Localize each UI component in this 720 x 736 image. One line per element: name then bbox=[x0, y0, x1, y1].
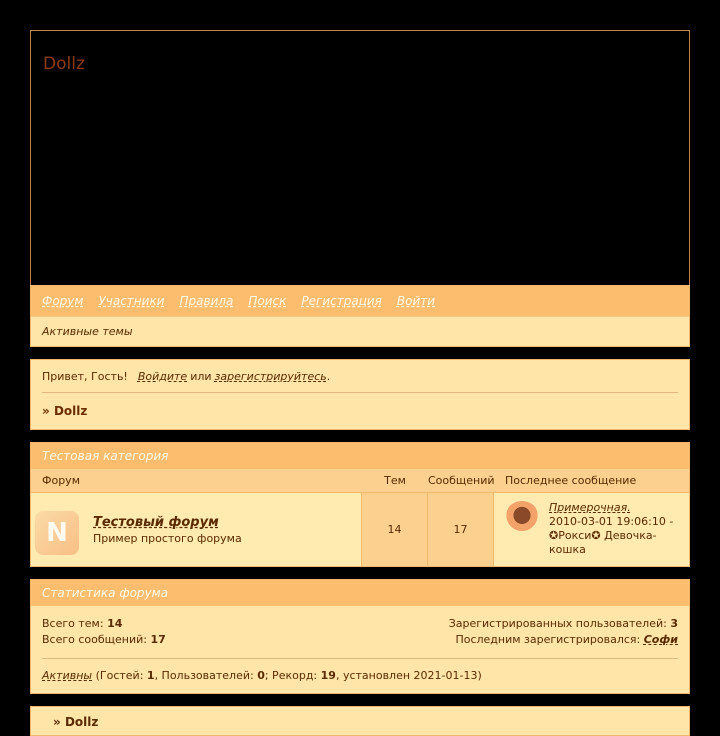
stats-title: Статистика форума bbox=[31, 580, 689, 606]
guests-label: (Гостей: bbox=[95, 669, 144, 682]
total-topics-value: 14 bbox=[107, 617, 123, 630]
last-post-author[interactable]: ✪Рокси✪ Девочка-кошка bbox=[549, 529, 657, 556]
online-stats bbox=[42, 669, 482, 682]
active-users-link[interactable]: Активны bbox=[42, 669, 93, 682]
users-value: 0 bbox=[257, 669, 265, 682]
menu-members[interactable]: Участники bbox=[98, 294, 165, 308]
avatar[interactable] bbox=[504, 501, 540, 537]
registered-users-label: Зарегистрированных пользователей: bbox=[448, 617, 667, 630]
forum-status-icon: N bbox=[35, 511, 79, 555]
record-label: ; Рекорд: bbox=[264, 669, 318, 682]
register-link[interactable]: зарегистрируйтесь bbox=[214, 369, 327, 383]
record-value: 19 bbox=[320, 669, 336, 682]
col-last-post: Последнее сообщение bbox=[505, 474, 637, 487]
last-post-info bbox=[549, 501, 681, 566]
breadcrumb-home[interactable]: Dollz bbox=[53, 404, 88, 418]
welcome-line bbox=[42, 360, 678, 393]
site-title[interactable]: Dollz bbox=[43, 54, 85, 74]
last-post-cell bbox=[494, 493, 689, 566]
breadcrumb bbox=[42, 393, 678, 429]
forum-info bbox=[93, 515, 242, 545]
forum-cell bbox=[31, 493, 362, 566]
navigation-bar bbox=[30, 285, 690, 347]
last-registered-user-link[interactable]: Софи bbox=[643, 633, 678, 646]
last-post-date: 2010-03-01 19:06:10 - bbox=[549, 515, 674, 528]
record-date: , установлен 2021-01-13) bbox=[335, 669, 482, 682]
welcome-panel bbox=[30, 359, 690, 430]
forum-stats bbox=[30, 579, 690, 694]
menu-register[interactable]: Регистрация bbox=[301, 294, 382, 308]
or-text: или bbox=[190, 369, 212, 383]
stats-divider bbox=[42, 658, 678, 659]
forum-posts-count: 17 bbox=[428, 493, 494, 566]
forum-category bbox=[30, 442, 690, 567]
col-topics: Тем bbox=[384, 474, 406, 487]
breadcrumb-prefix: » bbox=[42, 404, 50, 418]
dot-text: . bbox=[326, 369, 331, 383]
last-registered-label: Последним зарегистрировался: bbox=[455, 633, 641, 646]
total-topics-label: Всего тем: bbox=[42, 617, 104, 630]
site-header bbox=[30, 30, 690, 285]
forum-topics-count: 14 bbox=[362, 493, 428, 566]
menu-login[interactable]: Войти bbox=[396, 294, 436, 308]
column-headers bbox=[31, 469, 689, 493]
forum-row bbox=[31, 493, 689, 566]
total-posts-value: 17 bbox=[150, 633, 166, 646]
login-link[interactable]: Войдите bbox=[137, 369, 188, 383]
forum-title-link[interactable]: Тестовый форум bbox=[93, 514, 219, 530]
last-registered bbox=[455, 633, 678, 646]
total-topics bbox=[42, 617, 122, 630]
total-posts bbox=[42, 633, 166, 646]
forum-description: Пример простого форума bbox=[93, 531, 242, 545]
greeting-text: Привет, Гость! bbox=[42, 369, 128, 383]
col-posts: Сообщений bbox=[428, 474, 495, 487]
footer-breadcrumb bbox=[30, 706, 690, 736]
menu-forum[interactable]: Форум bbox=[42, 294, 84, 308]
main-menu bbox=[31, 286, 689, 316]
guests-value: 1 bbox=[146, 669, 155, 682]
sub-menu bbox=[31, 316, 689, 346]
registered-users bbox=[449, 617, 678, 630]
category-title[interactable]: Тестовая категория bbox=[31, 443, 689, 469]
menu-rules[interactable]: Правила bbox=[179, 294, 234, 308]
footer-home[interactable]: Dollz bbox=[64, 715, 99, 729]
registered-users-value: 3 bbox=[670, 617, 678, 630]
active-topics-link[interactable]: Активные темы bbox=[42, 325, 133, 338]
stats-body bbox=[31, 606, 689, 694]
footer-prefix: » bbox=[53, 715, 61, 729]
col-forum: Форум bbox=[42, 474, 80, 487]
menu-search[interactable]: Поиск bbox=[248, 294, 287, 308]
total-posts-label: Всего сообщений: bbox=[42, 633, 147, 646]
last-post-title-link[interactable]: Примерочная. bbox=[549, 501, 631, 514]
users-label: , Пользователей: bbox=[154, 669, 254, 682]
